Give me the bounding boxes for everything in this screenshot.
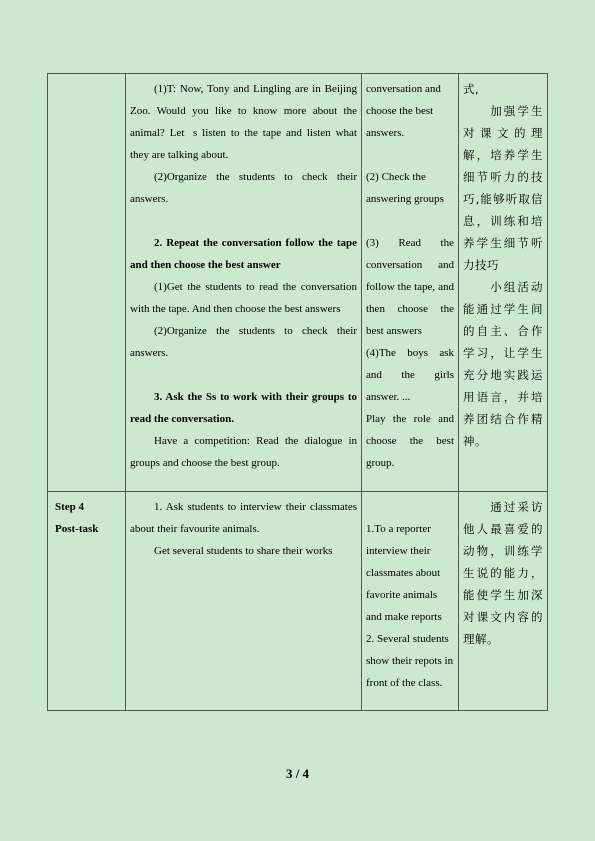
- student-paragraph: (2) Check the answering groups: [366, 171, 444, 205]
- purpose-cell: [459, 74, 548, 492]
- student-paragraph: (3) Read the conversation and follow the tape, and then choose the best answers: [366, 237, 454, 337]
- step-cell: [48, 492, 126, 711]
- teacher-activity-cell: [126, 492, 362, 711]
- design-purpose-text: 式, 加强学生对课文的理解，培养学生细节听力的技巧,能够听取信息，训练和培养学生细节听力技巧 小组活动能通过学生间的自主、合作学习，让学生充分地实践运用语言，并培养团结合作精神。: [463, 82, 543, 448]
- student-paragraph: (4)The boys ask and the girls answer. ...: [366, 347, 454, 403]
- teacher-paragraph: (1)T: Now, Tony and Lingling are in Beijing Zoo. Would you like to know more about the animal? Let s listen to the tape and listen what they are talking about.: [130, 83, 357, 161]
- teacher-heading: 2. Repeat the conversation follow the tape and then choose the best answer: [130, 237, 357, 271]
- student-paragraph: 1.To a reporter interview their classmates about favorite animals and make reports: [366, 523, 442, 623]
- spacer: [366, 210, 454, 232]
- page-number: 3 / 4: [285, 766, 310, 781]
- teacher-paragraph: 1. Ask students to interview their classmates about their favourite animals.: [130, 501, 357, 535]
- teacher-activity-cell: [126, 74, 362, 492]
- purpose-cell: [459, 492, 548, 711]
- teacher-paragraph: (2)Organize the students to check their answers.: [130, 325, 357, 359]
- design-purpose-text: 通过采访他人最喜爱的动物，训练学生说的能力，能使学生加深对课文内容的理解。: [463, 500, 543, 646]
- teacher-paragraph: Have a competition: Read the dialogue in groups and choose the best group.: [130, 435, 357, 469]
- student-activity-cell: [362, 492, 459, 711]
- step-subtitle: Post-task: [55, 523, 99, 535]
- student-paragraph: Play the role and choose the best group.: [366, 413, 454, 469]
- student-paragraph: conversation and choose the best answers.: [366, 83, 441, 139]
- teacher-heading: 3. Ask the Ss to work with their groups to read the conversation.: [130, 391, 357, 425]
- teacher-paragraph: (1)Get the students to read the conversation with the tape. And then choose the best answers: [130, 281, 357, 315]
- student-activity-cell: [362, 74, 459, 492]
- spacer: [130, 364, 357, 386]
- spacer: [130, 210, 357, 232]
- step-cell: [48, 74, 126, 492]
- teacher-paragraph: (2)Organize the students to check their answers.: [130, 171, 357, 205]
- table-row: [48, 492, 548, 711]
- teacher-paragraph: Get several students to share their works: [154, 545, 333, 557]
- step-title: Step 4: [55, 501, 85, 513]
- spacer: [366, 496, 454, 518]
- spacer: [366, 144, 454, 166]
- lesson-plan-table: [47, 73, 548, 711]
- table-row: [48, 74, 548, 492]
- student-paragraph: 2. Several students show their repots in front of the class.: [366, 633, 454, 689]
